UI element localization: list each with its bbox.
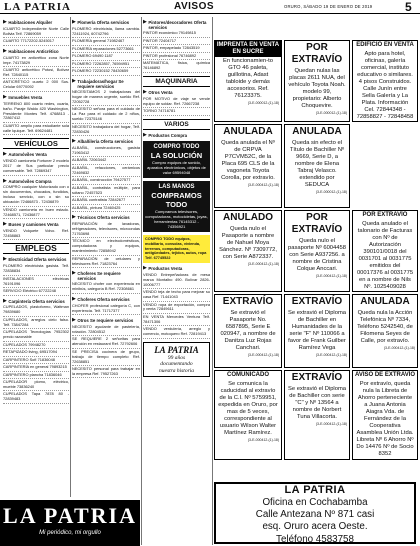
classifieds-column-2: [72, 17, 140, 545]
classified-ad: CARPINTERO plancha 71836046: [3, 372, 69, 379]
ad-code: (3-E-000412-(1)-18): [383, 346, 415, 350]
classified-ad: POR MOTIVO de viaje se vende equipo de soldar. Ref. 72667238: [143, 96, 210, 108]
ad-box: [284, 210, 350, 292]
classified-ad: CUARTO amplio para estudiante sola calle Iquique. Telf. 69624481: [3, 124, 69, 136]
classified-ad: PLOMERÍA general 71982467: [72, 39, 140, 46]
category-heading: [72, 271, 140, 281]
classified-ad: ALBAÑIL, refacciones, cerámicos 72469832: [72, 165, 140, 177]
classified-ad: TORNO 74716781: [143, 109, 210, 116]
category-name: Buses y camiones Venta: [8, 222, 59, 228]
section-heading: EMPLEOS: [3, 243, 69, 254]
category-name: Albañilería Oferta servicios: [77, 139, 134, 145]
category-name: Inmuebles Venta: [8, 94, 43, 100]
classified-ad: CUARTO 77172202-5245017: [3, 39, 69, 46]
announcement-line: Oficina en Cochabamba: [262, 497, 368, 508]
ad-heading: POR EXTRAVÍO: [362, 212, 408, 218]
classified-ad: MATEMÁTICA, física, química 76146892: [143, 61, 210, 73]
classified-ad: CUPELADOS Tecnologías 7952302 precio razonable: [3, 330, 69, 342]
ad-code: (3-E-000412-(1)-18): [247, 353, 279, 357]
category-heading: [3, 95, 69, 101]
ad-heading: ANULADA: [223, 126, 273, 137]
category-heading: [143, 20, 210, 30]
ad-body: Queda anulado el talonario de Facturas con Nº de Autorización 390101/0018 del 0031701 al 0031775 emitidos del 00017376 al 0031775 en a nombre de Nils Nº. 1025409028: [356, 221, 414, 290]
ad-body: Se extravió el Diploma de Bachiller con serie "C" y Nº 13564 a nombre de Norbert Tuna Villacorta.: [288, 386, 346, 420]
classified-ad: NECESITO ayudante de pastelería, rotación. 72804512: [72, 325, 140, 337]
classified-ad: SE PRECISA cocinera de grupo, trabajo de tiempo completo Ref. 72638851: [72, 349, 140, 366]
arrow-icon: ▶: [72, 270, 76, 277]
classified-ad: PLOMERO electricista gasista. Telf. 72838834: [3, 264, 69, 276]
announcement-line: Calle Antezana Nº 871 casi: [255, 509, 375, 521]
classified-ad: PINTOR 72404717: [143, 38, 210, 45]
classifieds-column-3: [143, 17, 210, 545]
announcement-brand: LA PATRIA: [284, 484, 346, 496]
classified-ad: PLOMERO 72262857, 76594951: [72, 61, 140, 68]
category-heading: [72, 297, 140, 303]
classified-ad: VENDO Volquete Volvo. Ref. 72458863: [3, 229, 69, 241]
category-name: Automóviles Venta: [8, 152, 47, 158]
ad-box: [352, 210, 418, 292]
ad-heading: EXTRAVÍO: [291, 296, 343, 307]
ad-box: [352, 370, 418, 460]
patria-line: nuestra historia: [159, 367, 194, 374]
classified-ad: NECESITO chofer con experiencia en minibús, categoría B Ref. 72308661: [72, 282, 140, 294]
arrow-icon: ▶: [72, 295, 76, 302]
category-heading: [72, 215, 140, 221]
category-name: Habitaciones Anticrético: [8, 48, 59, 54]
classified-ad: VENDO camioneta Fortuner 2 modelo 2017 de Sus particular precio conversable. Telf. 72869347: [3, 159, 69, 176]
category-name: Carpintería Oferta servicios: [8, 298, 65, 304]
classified-ad: CUPELADOR plomo, eléctrico, mueble 73836240: [3, 380, 69, 392]
classified-ad: PINTOR económico 79149815: [143, 31, 210, 38]
classified-ad: SERVICIO Eléctrico 67722248: [3, 289, 69, 296]
classified-ad: ALBAÑIL contratista 72842677: [72, 198, 140, 205]
classified-ad: SE REQUIERE 2 señoritas para atención en restaurant Ref. 72792606: [72, 337, 140, 349]
classified-ad: INSTALACIONES eléctricas 76191096: [3, 276, 69, 288]
promo-text: Compro equipos de sonido, aparatos electrónicos, objetos de valor 69594048: [147, 160, 206, 176]
arrow-icon: ▶: [72, 214, 76, 221]
category-name: Productos Venta: [148, 266, 183, 271]
ad-heading: EXTRAVÍO: [291, 372, 343, 383]
category-name: Técnicos Oferta servicios: [77, 215, 130, 221]
ad-code: (3-E-000012-(1)-18): [247, 101, 279, 105]
ad-box: [352, 40, 418, 122]
classified-ad: NECESITO personal para trabajar en la empresa Ref. 79527263: [72, 367, 140, 379]
ad-body: En funcionamien-to GTO 46 paleta, guillotina, Adast tabloide y demás accesorios. Ref. 76123375.: [223, 58, 273, 99]
category-heading: [72, 318, 140, 324]
arrow-icon: ▶: [3, 151, 7, 158]
category-heading: [3, 257, 69, 263]
classified-ad: VENDO teja de techo para mejorar su casa Ref. 71441043: [143, 290, 210, 302]
classified-ad: ALBAÑIL, construcciones, gasista 71963412: [72, 146, 140, 158]
ad-box: [284, 370, 350, 460]
arrow-icon: ▶: [143, 265, 147, 271]
classified-ad: VENDO verdulería, arreglo y comercio, motoquero Ref. 72819413: [143, 327, 210, 339]
arrow-icon: ▶: [3, 221, 7, 228]
classified-ad: EN VENTA Mercedes Ventura Telf. 78471306: [143, 315, 210, 327]
category-heading: [72, 20, 140, 26]
masthead-brand: LA PATRIA: [4, 1, 71, 13]
section-heading: VARIOS: [143, 119, 210, 130]
ad-body: Se extravió el Diploma de Bachiller en Humanidades de la serie "F" Nº 110066 a favor de Frank Guilber Ramírez Vega: [288, 310, 346, 351]
patria-anniversary-box: [143, 342, 210, 378]
promo-ad: [143, 141, 210, 178]
ad-heading: ANULADO: [223, 212, 273, 223]
ad-body: Queda sin efecto el Título de Bachiller Nº 9669, Serie D, a nombre de Elena Tabraj Velasco. extendido por SEDUCA: [289, 140, 345, 188]
ad-box: [214, 370, 282, 460]
ad-heading: POR EXTRAVÍO: [291, 42, 343, 65]
arrow-icon: ▶: [143, 88, 147, 95]
ad-code: [353, 459, 417, 460]
arrow-icon: ▶: [72, 138, 76, 145]
classified-ad: VENDO Entrepeñadoras de mesa marca Montalbo 490. Bolívar 2826-10006777: [143, 273, 210, 290]
category-heading: [72, 139, 140, 145]
classified-ad: CHOFER profesional categoría C, con experiencia. Telf. 71717377: [72, 303, 140, 315]
promo-line: COMPRO TODO: [153, 144, 200, 151]
classified-ad: CUPELADOS, plastoformo, Wattman 79839680: [3, 305, 69, 317]
category-heading: [72, 79, 140, 89]
classified-ad: REPARACIÓN de lavadoras, refrigeradores, televisores, microondas 71763698: [72, 222, 140, 239]
ad-heading: COMUNICADO: [227, 372, 269, 378]
ad-heading: EXTRAVÍO: [222, 296, 274, 307]
highlighted-ad: COMPRO TODO equipos, mobiliario, consolas, vivienda, terrenos, computadoras, antigüedades, tejidos, autos, ropa Telf. 67745522: [143, 235, 210, 263]
classified-ad: PINTOR, empapelado 72843519: [143, 46, 210, 53]
column-divider: [141, 17, 142, 545]
category-name: Automóviles Compra: [8, 178, 52, 184]
ad-body: Queda anulada el Nº de CRPVA P7CVM52C, de la Placa 695 CLS de la vagoneta Toyota Corolla, por extravío.: [221, 140, 275, 181]
column-divider: [212, 17, 213, 545]
category-heading: [3, 49, 69, 55]
classified-ad: NECESITO señora para el cuidado de La Paz para el cuidado de 2 niños, sueldo 72375146: [72, 107, 140, 124]
classified-ad: ALBAÑIL, construcción 79427577: [72, 178, 140, 185]
arrow-icon: ▶: [143, 131, 147, 138]
ad-body: Apto para hotel, oficinas, galería comercial, instituto educativo o similares. 4 pisos Construidos. Calle Junín entre Sella Galería y La Plata. Información Cel. 72844348 - 72858827 - 72848458: [356, 51, 414, 120]
classified-ad: ALBAÑIL 72063442: [72, 158, 140, 165]
office-announcement: [214, 482, 416, 544]
category-name: Pintores/decoradores Oferta servicios: [148, 20, 207, 30]
classified-ad: TÉCNICO en electrodomésticos, computadoras y equipos, mantenimiento 72858942: [72, 239, 140, 256]
promo-title: LA SOLUCIÓN: [150, 151, 203, 161]
classified-ad: RETAPIZADO living, 69517094: [3, 350, 69, 357]
classified-ad: COMPRO cualquier Motorizado con o sin documentos, chocados, fundidos, incluso servicio, con o sin su ubicación 72466873 - 72436879: [3, 185, 69, 207]
ad-box: [284, 294, 350, 368]
arrow-icon: ▶: [3, 93, 7, 100]
category-name: Choferes Se requiere servicios: [77, 271, 121, 282]
category-heading: [143, 133, 210, 139]
classified-ad: CUPELADOS Tapa 7878 80 - 72839483: [3, 392, 69, 404]
announcement-line: esq. Oruro acera Oeste.: [262, 521, 368, 533]
ad-code: (3-E-000012-(1)-18): [315, 111, 347, 115]
ad-body: Queda nulo el pasaporte Nº 6004458 con Serie A937256. a nombre de Cristina Colque Anccari.: [288, 238, 346, 272]
classified-ad: VENDO camioneta en buen estado. 72468571, 72436877: [3, 207, 69, 219]
category-name: Electricidad Oferta servicios: [8, 257, 67, 263]
arrow-icon: ▶: [143, 19, 147, 25]
ad-heading: ANULADA: [292, 126, 342, 137]
page-number: 5: [405, 0, 412, 14]
category-heading: [3, 179, 69, 185]
classified-ad: CARPINTERÍA en general 79893215: [3, 365, 69, 372]
ad-body: Por extravío, queda nula la Libreta de Ahorro perteneciente a Juana Antonia Aiagra Vda. de Fernández de la Cooperativa Asamblea Unión Ltda. Libreta Nº 6 Ahorro Nº Do 14476 Nº de Socio 8352: [356, 381, 414, 457]
promo-text: Compramos televisores, computadoras, motocicletas, joyas, herramientas 76145312 - 74356921: [145, 209, 208, 230]
classified-ad: CUARTO anticrético Potosí, Bolívar Ref. 72840115: [3, 68, 69, 80]
classified-ad: ALBAÑIL, contratista múltiple, para sótano 72457523: [72, 185, 140, 197]
ad-code: (3-E-000412-(1)-18): [247, 183, 279, 187]
category-heading: [3, 152, 69, 158]
arrow-icon: ▶: [3, 47, 7, 54]
classified-ad: CUPELADOS, arreglos cielo falso. Telf. 73847284: [3, 317, 69, 329]
classified-ad: TERRENO 800 cuarto redes, cuarta, baño. Paraje Waldo 420 Washington, Presidente Montes Telf. 4768813 - 72867412: [3, 101, 69, 123]
ad-code: (3-E-000412-(1)-18): [315, 274, 347, 278]
classified-ad: REPARACIÓN de celulares y televisores Ref. 71823764: [72, 256, 140, 268]
dateline: ORURO, SÁBADO 19 DE ENERO DE 2019: [284, 4, 373, 9]
ad-code: (3-E-000012-(1)-18): [315, 190, 347, 194]
announcement-line: Teléfono 4583758: [276, 533, 354, 545]
category-name: Choferes Oferta servicios: [77, 296, 130, 302]
section-title: AVISOS: [174, 1, 215, 12]
category-name: Plomería Oferta servicios: [77, 20, 130, 25]
ad-body: Se extravió el Pasaporte No. 6587895, Serie E 020947, a nombre de Danitza Luz Rojas Canchari.: [220, 310, 276, 351]
classified-ad: CUPELADOS 79948270: [3, 342, 69, 349]
promo-title: COMPRAMOS TODO: [151, 191, 202, 210]
ad-box: [214, 294, 282, 368]
promo-line: LAS MANOS: [158, 184, 195, 191]
ad-box: [352, 294, 418, 368]
category-heading: [3, 222, 69, 228]
classified-ad: PLOMERO electricista, llama cambia. 72411924, 60742796: [72, 27, 140, 39]
classified-ad: ICUARTO independiente Norte Calle Bolivia Telf. 72869059: [3, 27, 69, 39]
classified-ad: NECESITO trabajadora del hogar, Telf. 72830426: [72, 124, 140, 136]
category-name: Trabajadoras/hogar Se requiere servicios: [77, 78, 124, 89]
classified-ad: CUARTO en anticrético zona Norte Impr. 74173829: [3, 55, 69, 67]
classified-ad: CARPINTERO Sofí 71836048: [3, 357, 69, 364]
ad-box: [284, 40, 350, 122]
footer-brand: LA PATRIA: [3, 503, 137, 528]
section-heading: MAQUINARIA: [143, 76, 210, 87]
category-name: Otros Venta: [148, 89, 173, 95]
arrow-icon: ▶: [72, 19, 76, 25]
arrow-icon: ▶: [3, 256, 7, 263]
category-heading: [3, 299, 69, 305]
section-heading: VEHÍCULOS: [3, 138, 69, 149]
ad-code: (3-E-000412-(1)-18): [315, 422, 347, 426]
ad-box: [214, 40, 282, 122]
page-header: [0, 0, 420, 14]
classifieds-column-1: [3, 17, 69, 497]
ad-body: Queda nula la Acción Telefónica Nº 7334, Teléfono 5242540, de Filomena Seyes de Calle, por extravío.: [357, 310, 413, 344]
arrow-icon: ▶: [72, 317, 76, 324]
ad-code: (3-E-000412-(1)-18): [247, 438, 279, 442]
classified-ad: PLOMERO 69490 1187: [72, 54, 140, 61]
ad-heading: EDIFICIO EN VENTA: [356, 42, 414, 48]
classified-ad: PLOMERÍA reparaciones 52773661: [72, 46, 140, 53]
arrow-icon: ▶: [72, 77, 76, 84]
ad-body: Se comunica la caducidad al extravío de la C.I. Nº 5759951, expedida en Oruro, por mas de 5 veces, correspondiente al usuario Wilson Walter Martínez Ramírez.: [218, 381, 278, 436]
category-heading: [143, 90, 210, 96]
ad-code: (3-E-000412-(1)-18): [315, 353, 347, 357]
category-heading: [3, 20, 69, 26]
classified-ad: NECESITAMOS 2 trabajadoras del hogar de manera urgente, sueldo Ref. 72052728: [72, 90, 140, 107]
arrow-icon: ▶: [3, 177, 7, 184]
ad-heading: IMPRENTA EN VENTA EN SUCRE: [216, 42, 280, 55]
category-name: Otros Se requiere servicios: [77, 318, 134, 324]
category-heading: [143, 266, 210, 272]
category-name: Habitaciones Alquiler: [8, 20, 53, 25]
ad-box: [284, 124, 350, 208]
column-divider: [70, 17, 71, 497]
patria-line: documentando: [160, 361, 193, 368]
footer-banner: [0, 500, 140, 546]
category-name: Productos Compra: [148, 132, 188, 138]
ad-body: Queda nulo el Pasaporte a nombre de Nahuel Moya Sánchez. Nº 7309772, con Serie A872337.: [219, 226, 277, 260]
patria-line: 99 años: [167, 354, 186, 361]
classified-ad: VENDO ropa de exportación, compra y venta 72849611: [143, 302, 210, 314]
ad-body: Quedan nulas las placas 2611 NUA, del vehículo Toyota Noah. modelo 99, propietario: Alberto Choquevire.: [288, 68, 346, 109]
classified-ad: ALBAÑIL, pintura 72460425: [72, 205, 140, 212]
ad-code: (3-E-000412-(1)-18): [247, 262, 279, 266]
arrow-icon: ▶: [3, 19, 7, 25]
footer-tagline: Mi periódico, mi orgullo: [39, 530, 101, 536]
classified-ad: ANTICRÉTICO cuarto 2 000 Sus. Celular 69770092: [3, 80, 69, 92]
arrow-icon: ▶: [3, 297, 7, 304]
ad-box: [214, 210, 282, 292]
ad-heading: POR EXTRAVÍO: [291, 212, 343, 235]
classified-ad: PINTOR profesional 76746892: [143, 53, 210, 60]
promo-ad: [143, 181, 210, 232]
classified-ad: PLOMERO 72230152 78430659: [72, 69, 140, 76]
ad-heading: ANULADA: [360, 296, 410, 307]
ad-heading: AVISO DE EXTRAVÍO: [354, 372, 416, 378]
patria-title: LA PATRIA: [154, 344, 199, 355]
ad-box: [214, 124, 282, 208]
